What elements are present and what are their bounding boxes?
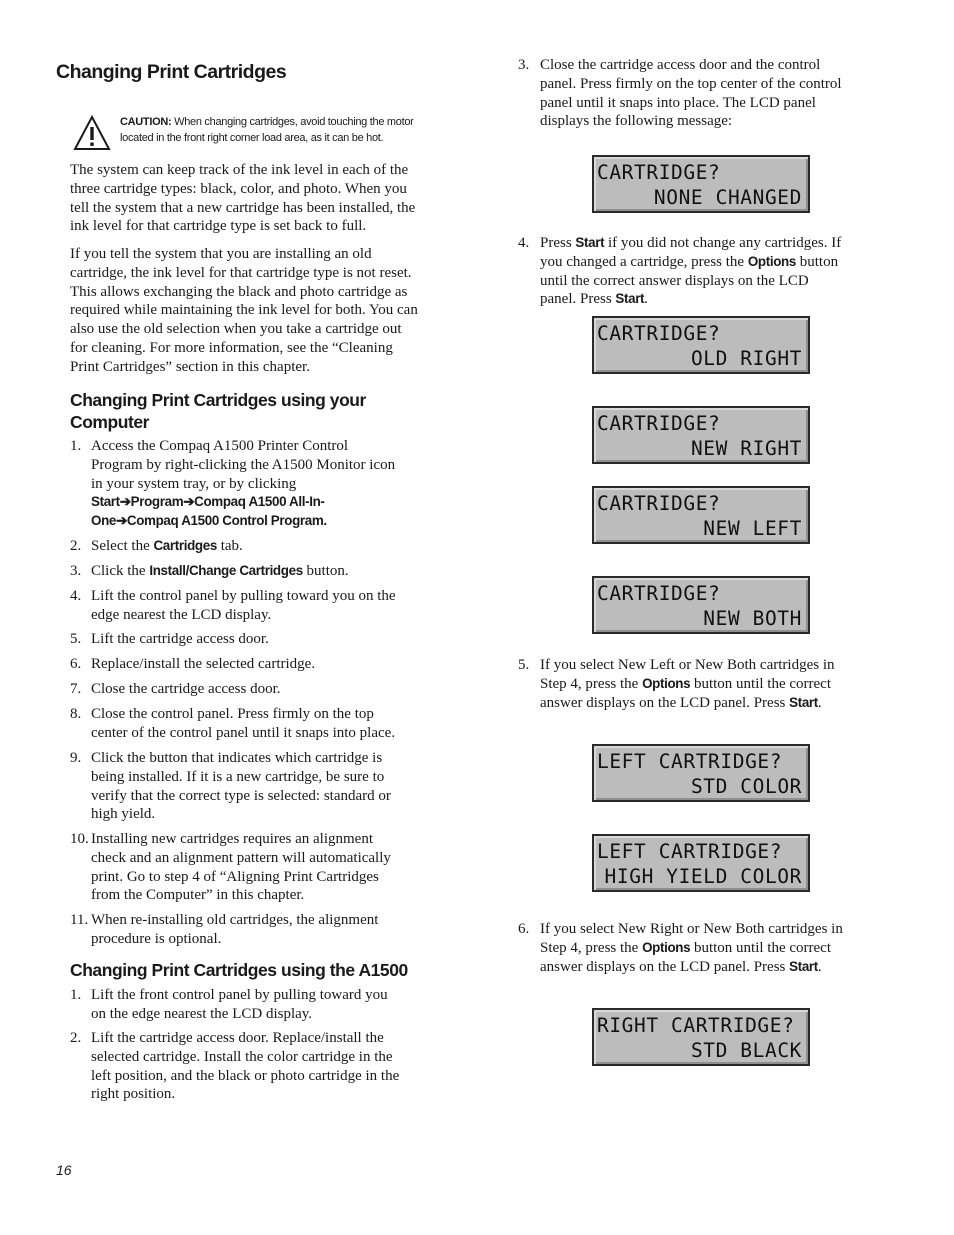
step-number: 3. xyxy=(70,563,82,579)
text: Click the xyxy=(91,563,150,579)
text-line: until the correct answer displays on the LCD xyxy=(540,272,809,289)
lcd-line-2: NEW BOTH xyxy=(703,607,802,630)
text-line: Close the cartridge access door. xyxy=(91,681,281,697)
lcd-display xyxy=(592,576,810,634)
intro-paragraph-1 xyxy=(70,161,415,236)
lcd-line-1: LEFT CARTRIDGE? xyxy=(597,840,783,863)
text-line: When re-installing old cartridges, the alignment xyxy=(91,912,379,928)
lcd-display xyxy=(592,406,810,464)
lcd-line-2: OLD RIGHT xyxy=(690,347,802,370)
caution-text-1: When changing cartridges, avoid touching the motor xyxy=(174,116,414,128)
lcd-line-1: CARTRIDGE? xyxy=(597,492,721,515)
text-line: Lift the cartridge access door. xyxy=(91,631,269,647)
lcd-display xyxy=(592,155,810,213)
text: if you did not change any cartridges. If xyxy=(604,235,842,251)
text: answer displays on the LCD panel. Press xyxy=(540,958,790,975)
ui-term: Start xyxy=(575,235,605,250)
text-line: edge nearest the LCD display. xyxy=(91,606,272,623)
step-number: 2. xyxy=(70,1030,82,1046)
page-number: 16 xyxy=(56,1162,72,1178)
lcd-line-2: NEW LEFT xyxy=(703,517,802,540)
text-line: displays the following message: xyxy=(540,113,733,130)
menu-path xyxy=(91,512,395,531)
text-line: Lift the cartridge access door. Replace/install the xyxy=(91,1030,384,1046)
text: button. xyxy=(302,563,349,579)
heading-line: Changing Print Cartridges using your xyxy=(70,390,366,410)
text: Select the xyxy=(91,538,154,554)
text-line: Access the Compaq A1500 Printer Control xyxy=(91,438,349,454)
text-line: panel until it snaps into place. The LCD panel xyxy=(540,94,816,111)
ui-term: Start xyxy=(615,291,645,307)
text-line: Print Cartridges” section in this chapter. xyxy=(70,358,310,375)
warning-icon xyxy=(73,115,111,156)
lcd-line-2: NEW RIGHT xyxy=(690,437,802,460)
text: button until the correct xyxy=(690,675,832,692)
text-line: verify that the correct type is selected: standard or xyxy=(91,787,391,804)
menu-path xyxy=(91,493,395,512)
ui-term: Start xyxy=(789,958,818,974)
step-number: 5. xyxy=(518,657,530,673)
arrow-right-icon: ➔ xyxy=(183,494,195,510)
text-line: cartridge, the ink level for that cartridge type is not reset. xyxy=(70,264,412,281)
text-line: right position. xyxy=(91,1086,176,1103)
step-number: 1. xyxy=(70,438,82,454)
ui-term: Install/Change Cartridges xyxy=(149,563,303,578)
text-line xyxy=(540,675,835,694)
text-line xyxy=(540,253,841,272)
text-line xyxy=(540,290,841,309)
step-number: 9. xyxy=(70,750,82,766)
text-line: procedure is optional. xyxy=(91,930,222,947)
text-line: selected cartridge. Install the color cartridge in the xyxy=(91,1048,393,1065)
lcd-line-1: LEFT CARTRIDGE? xyxy=(597,750,783,773)
text: button xyxy=(795,253,839,270)
text-line: three cartridge types: black, color, and photo. When you xyxy=(70,180,407,197)
heading-line: Computer xyxy=(70,412,150,432)
ui-term: Options xyxy=(642,939,691,955)
step-number: 2. xyxy=(70,538,82,554)
text-line: If you select New Right or New Both cartridges in xyxy=(540,921,843,937)
text-line: in your system tray, or by clicking xyxy=(91,475,297,492)
step-number: 3. xyxy=(518,57,530,73)
step-number: 5. xyxy=(70,631,82,647)
text-line: for cleaning. For more information, see the “Cleaning xyxy=(70,339,393,356)
text-line: Installing new cartridges requires an alignment xyxy=(91,831,373,847)
lcd-line-1: CARTRIDGE? xyxy=(597,582,721,605)
text-line xyxy=(540,958,843,977)
text-line: from the Computer” in this chapter. xyxy=(91,887,305,904)
lcd-display xyxy=(592,834,810,892)
text-line: Lift the front control panel by pulling toward you xyxy=(91,987,388,1003)
ui-term: Options xyxy=(642,675,691,691)
section-heading-a1500: Changing Print Cartridges using the A1500 xyxy=(70,960,408,980)
ui-term: Options xyxy=(747,253,796,269)
text-line: ink level for that cartridge type is set back to full. xyxy=(70,218,367,235)
text-line: center of the control panel until it snaps into place. xyxy=(91,724,396,741)
text-line xyxy=(540,234,841,253)
text-line: high yield. xyxy=(91,806,156,823)
page-title: Changing Print Cartridges xyxy=(56,61,287,83)
text-line: left position, and the black or photo cartridge in the xyxy=(91,1067,400,1084)
lcd-display xyxy=(592,316,810,374)
text-line xyxy=(540,939,843,958)
text-line: on the edge nearest the LCD display. xyxy=(91,1005,313,1022)
text: . xyxy=(644,291,648,308)
step-number: 8. xyxy=(70,706,82,722)
lcd-display xyxy=(592,1008,810,1066)
caution-text-2: located in the front right corner load area, as it can be hot. xyxy=(120,132,384,144)
text: you changed a cartridge, press the xyxy=(540,253,748,270)
text-line: Program by right-clicking the A1500 Monitor icon xyxy=(91,456,396,473)
path-item: Start xyxy=(91,494,120,510)
lcd-line-2: HIGH YIELD COLOR xyxy=(604,865,802,888)
text-line: tell the system that a new cartridge has been installed, the xyxy=(70,199,416,216)
step-number: 6. xyxy=(518,921,530,937)
lcd-line-1: RIGHT CARTRIDGE? xyxy=(597,1014,795,1037)
lcd-line-1: CARTRIDGE? xyxy=(597,412,721,435)
step-number: 6. xyxy=(70,656,82,672)
text-line: being installed. If it is a new cartridge, be sure to xyxy=(91,768,385,785)
lcd-line-1: CARTRIDGE? xyxy=(597,322,721,345)
text-line: required while maintaining the ink level for both. You can xyxy=(70,302,418,319)
text: tab. xyxy=(216,538,243,554)
lcd-line-2: STD BLACK xyxy=(690,1039,802,1062)
path-item: Compaq A1500 Control Program. xyxy=(126,513,327,529)
text-line: Close the cartridge access door and the control xyxy=(540,57,821,73)
text: panel. Press xyxy=(540,291,616,308)
step-number: 7. xyxy=(70,681,82,697)
step-number: 4. xyxy=(518,235,530,251)
step-number: 4. xyxy=(70,588,82,604)
ui-term: Start xyxy=(789,694,818,710)
path-item: One xyxy=(91,513,116,529)
path-item: Compaq A1500 All-In- xyxy=(194,494,325,510)
text-line: This allows exchanging the black and photo cartridge as xyxy=(70,283,408,300)
section-heading-computer xyxy=(70,389,366,433)
lcd-display xyxy=(592,744,810,802)
text-line: If you select New Left or New Both cartridges in xyxy=(540,657,835,673)
step-number: 11. xyxy=(70,912,89,928)
text-line: Lift the control panel by pulling toward you on the xyxy=(91,588,396,604)
step-number: 10. xyxy=(70,831,89,847)
text-line: Click the button that indicates which cartridge is xyxy=(91,750,383,766)
text-line: If you tell the system that you are installing an old xyxy=(70,246,372,262)
lcd-display xyxy=(592,486,810,544)
text-line: panel. Press firmly on the top center of the control xyxy=(540,75,842,92)
ui-term: Cartridges xyxy=(153,538,217,553)
text-line: also use the old selection when you take a cartridge out xyxy=(70,321,402,338)
text-line: print. Go to step 4 of “Aligning Print Cartridges xyxy=(91,868,379,885)
lcd-line-1: CARTRIDGE? xyxy=(597,161,721,184)
text: Step 4, press the xyxy=(540,675,643,692)
text: Press xyxy=(540,235,576,251)
caution-note xyxy=(120,114,414,146)
text: answer displays on the LCD panel. Press xyxy=(540,694,790,711)
text: . xyxy=(817,958,822,975)
text-line: The system can keep track of the ink level in each of the xyxy=(70,162,409,178)
text: . xyxy=(817,694,822,711)
text: button until the correct xyxy=(690,939,832,956)
caution-label: CAUTION: xyxy=(120,116,172,128)
text-line xyxy=(540,694,835,713)
text-line: Replace/install the selected cartridge. xyxy=(91,656,316,672)
intro-paragraph-2 xyxy=(70,245,418,377)
path-item: Program xyxy=(130,494,184,510)
lcd-line-2: NONE CHANGED xyxy=(653,186,802,209)
lcd-line-2: STD COLOR xyxy=(690,775,802,798)
text: Step 4, press the xyxy=(540,939,643,956)
text-line: Close the control panel. Press firmly on the top xyxy=(91,706,374,722)
step-number: 1. xyxy=(70,987,82,1003)
arrow-right-icon: ➔ xyxy=(119,494,131,510)
text-line: check and an alignment pattern will automatically xyxy=(91,849,391,866)
arrow-right-icon: ➔ xyxy=(116,513,127,529)
